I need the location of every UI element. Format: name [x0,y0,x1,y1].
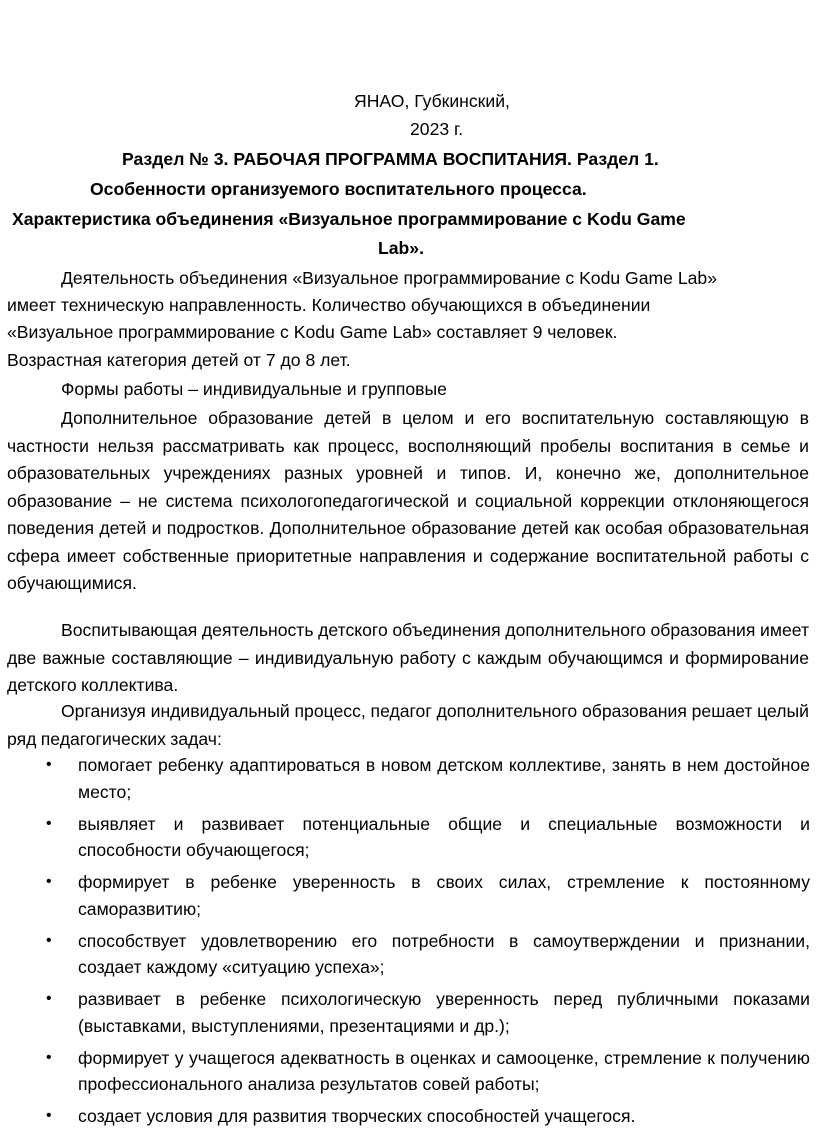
list-item [0,928,816,981]
work-forms-line: Формы работы – индивидуальные и групповые [61,379,447,399]
intro-line-1: Деятельность объединения «Визуальное программирование с Kodu Game Lab» [61,268,717,288]
paragraph-educational-activity [7,617,809,700]
header-year: 2023 г. [410,119,464,139]
bullet-icon: • [46,756,52,773]
list-item-text: помогает ребенку адаптироваться в новом детском коллективе, занять в нем достойное место; [78,755,810,802]
section-title-line-4: Lab». [378,238,424,258]
list-item [0,1103,816,1130]
bullet-icon: • [46,814,52,832]
bullet-icon: • [46,1107,52,1124]
pedagogical-tasks-list [0,752,816,1135]
paragraph-additional-education [7,405,809,598]
section-title-line-2: Особенности организуемого воспитательного процесса. [90,179,587,199]
list-item [0,1045,816,1098]
list-item-text: способствует удовлетворению его потребности в самоутверждении и признании, создает каждому «ситуацию успеха»; [78,930,810,977]
list-item [0,986,816,1039]
intro-line-3: «Визуальное программирование с Kodu Game Lab» составляет 9 человек. [7,322,618,342]
section-title-line-3: Характеристика объединения «Визуальное программирование с Kodu Game [12,209,686,229]
bullet-icon: • [46,931,52,949]
paragraph-text: Организуя индивидуальный процесс, педагог дополнительного образования решает целый ряд педагогических задач: [7,701,809,749]
list-item-text: выявляет и развивает потенциальные общие и специальные возможности и способности обучающегося; [78,813,810,860]
list-item-text: формирует в ребенке уверенность в своих силах, стремление к постоянному саморазвитию; [78,872,810,919]
list-item-text: создает условия для развития творческих способностей учащегося. [78,1106,636,1126]
header-location: ЯНАО, Губкинский, [354,91,510,111]
bullet-icon: • [46,873,52,890]
paragraph-text: Воспитывающая деятельность детского объединения дополнительного образования имеет две важные составляющие – индивидуальную работу с каждым обучающимся и формирование детского коллектива. [7,620,809,695]
paragraph-individual-process [7,698,809,753]
intro-line-4: Возрастная категория детей от 7 до 8 лет. [7,350,351,370]
list-item [0,811,816,864]
list-item [0,869,816,922]
bullet-icon: • [46,1048,52,1066]
bullet-icon: • [46,990,52,1007]
section-title-line-1: Раздел № 3. РАБОЧАЯ ПРОГРАММА ВОСПИТАНИЯ. Раздел 1. [122,149,659,169]
intro-line-2: имеет техническую направленность. Количество обучающихся в объединении [7,295,651,315]
list-item-text: формирует у учащегося адекватность в оценках и самооценке, стремление к получению профессионального анализа результатов совей работы; [78,1047,810,1094]
list-item-text: развивает в ребенке психологическую уверенность перед публичными показами (выставками, выступлениями, презентациями и др.); [78,989,810,1036]
paragraph-text: Дополнительное образование детей в целом и его воспитательную составляющую в частности нельзя рассматривать как процесс, восполняющий пробелы воспитания в семье и образовательных учреждениях разных уровней и типов. И, конечно же, дополнительное образование – не система психологопедагогической и социальной коррекции отклоняющегося поведения детей и подростков. Дополнительное образование детей как особая образовательная сфера имеет собственные приоритетные направления и содержание воспитательной работы с обучающимися. [7,408,809,593]
list-item [0,752,816,805]
